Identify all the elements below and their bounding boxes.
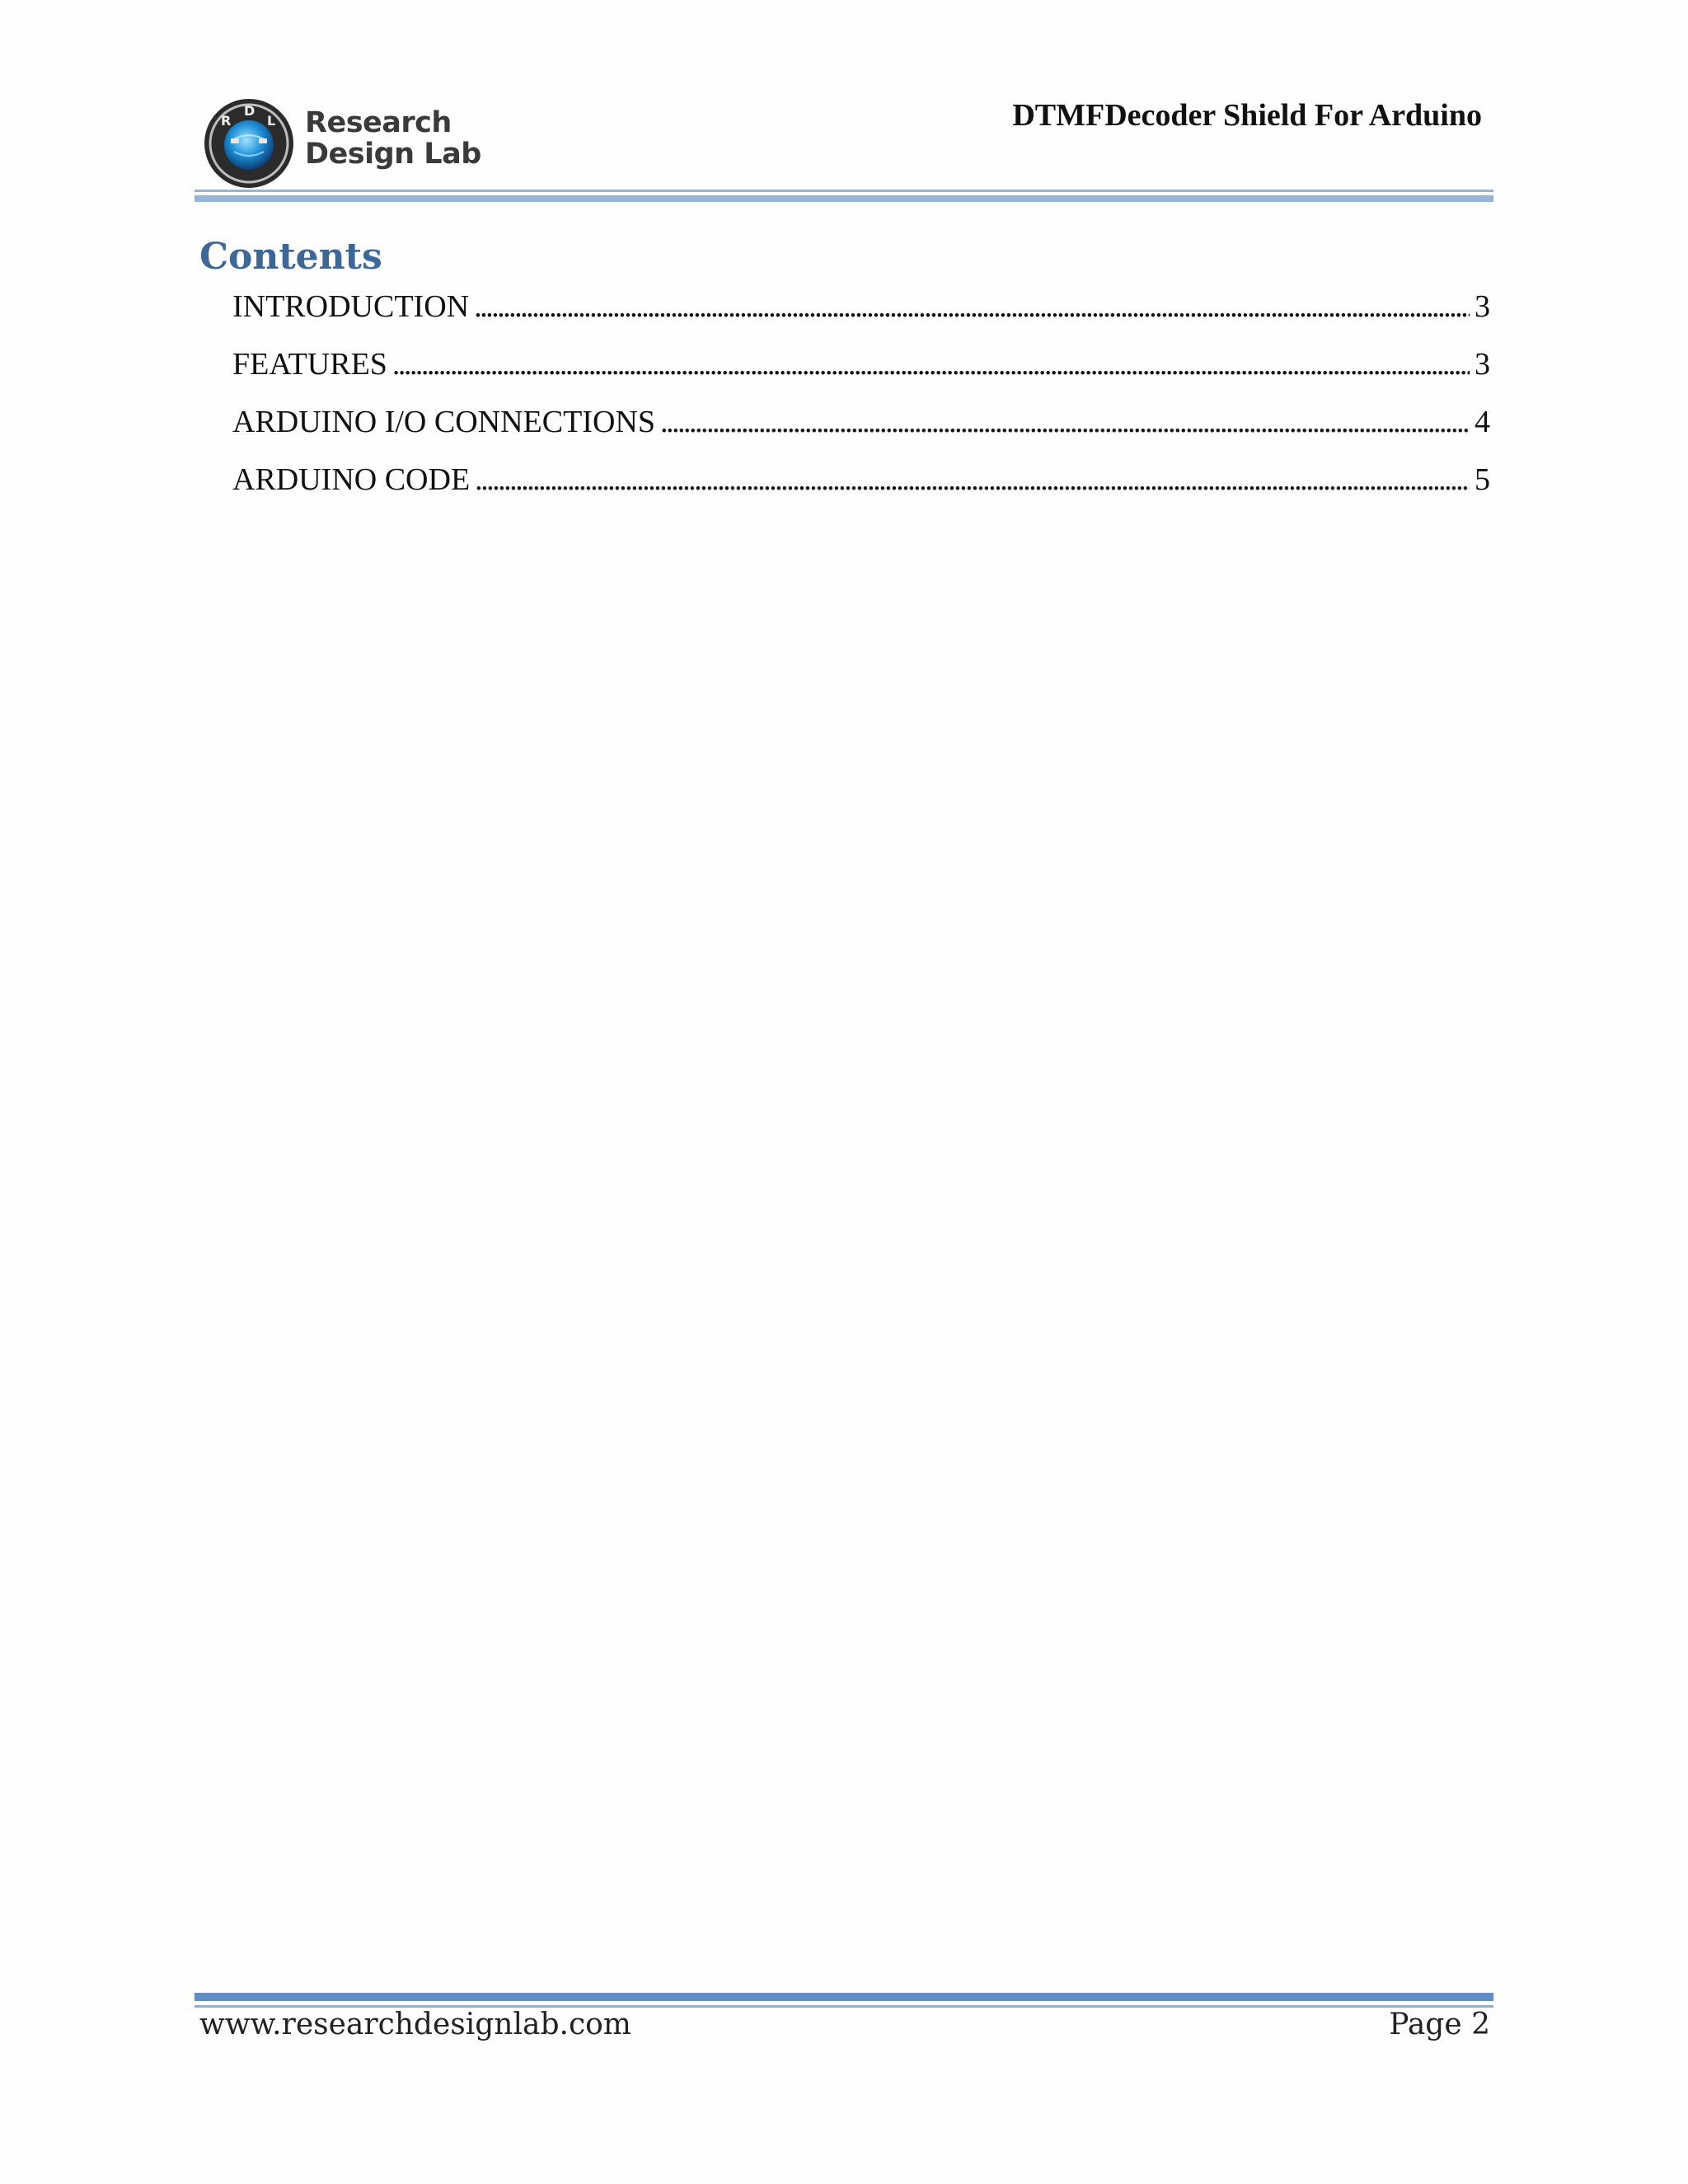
- toc-entry-page: 3: [1475, 289, 1490, 324]
- toc-entry-introduction[interactable]: [232, 288, 1490, 346]
- toc-entry-page: 3: [1475, 347, 1490, 382]
- logo-name-line1: Research: [305, 106, 452, 139]
- toc-entry-arduino-code[interactable]: [232, 462, 1490, 519]
- toc-entry-arduino-io-connections[interactable]: [232, 404, 1490, 462]
- footer-page-number: Page 2: [1389, 2008, 1490, 2041]
- logo-wordmark: [305, 107, 481, 170]
- toc-dot-leader: [474, 288, 1470, 325]
- logo-name-line2: Design Lab: [305, 138, 481, 171]
- header-divider: [195, 190, 1493, 202]
- company-logo: [203, 97, 483, 190]
- table-of-contents: [232, 288, 1490, 519]
- toc-entry-label: ARDUINO I/O CONNECTIONS: [232, 405, 655, 439]
- toc-entry-page: 4: [1475, 405, 1490, 439]
- rdl-emblem-icon: [203, 97, 295, 190]
- emblem-letter-r: R: [221, 113, 232, 129]
- toc-entry-label: ARDUINO CODE: [232, 462, 471, 497]
- toc-dot-leader: [660, 404, 1470, 440]
- toc-entry-label: INTRODUCTION: [232, 289, 470, 324]
- toc-entry-page: 5: [1475, 462, 1490, 497]
- footer-website-link[interactable]: www.researchdesignlab.com: [199, 2008, 631, 2041]
- toc-dot-leader: [392, 346, 1470, 382]
- footer-divider: [195, 1993, 1493, 2008]
- emblem-letter-l: L: [267, 113, 276, 129]
- emblem-letter-d: D: [244, 103, 256, 119]
- toc-entry-features[interactable]: [232, 346, 1490, 404]
- toc-entry-label: FEATURES: [232, 347, 387, 382]
- document-title: DTMFDecoder Shield For Arduino: [1012, 98, 1482, 133]
- toc-dot-leader: [475, 462, 1470, 498]
- contents-heading: Contents: [199, 236, 382, 278]
